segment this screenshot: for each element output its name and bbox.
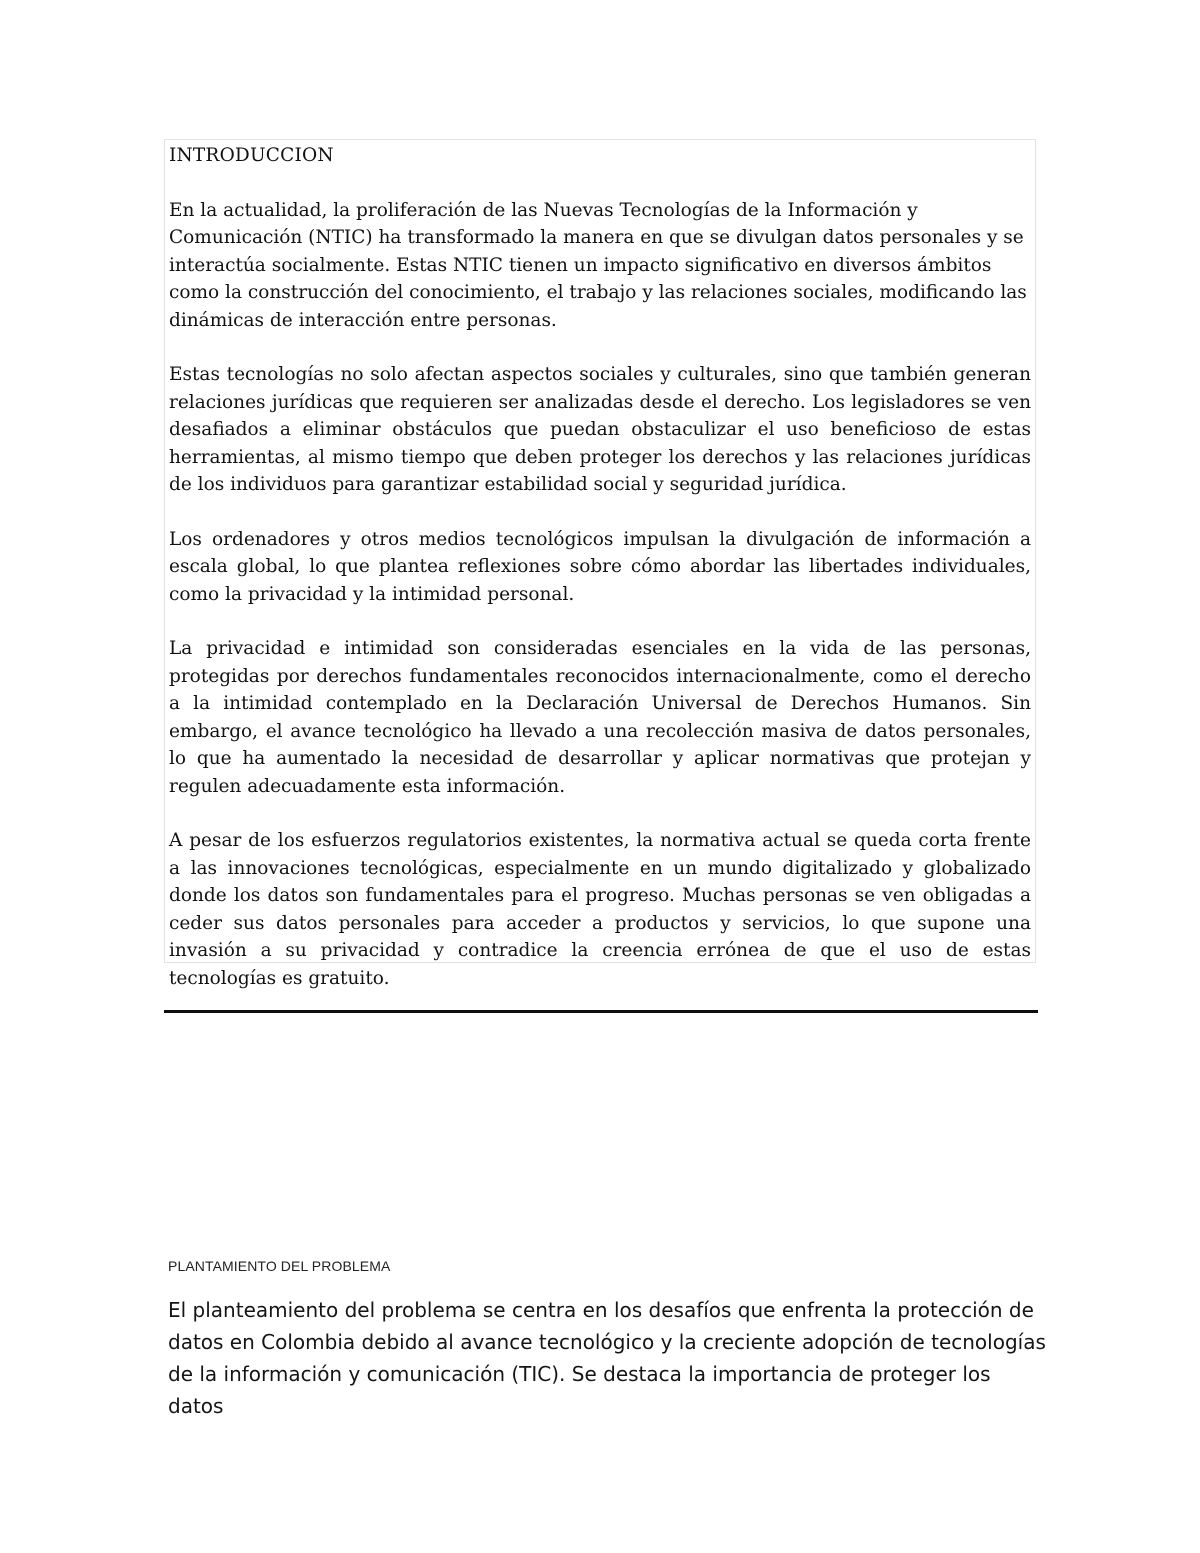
problem-section-title: PLANTAMIENTO DEL PROBLEMA (168, 1258, 391, 1274)
introduction-heading: INTRODUCCION (169, 145, 334, 166)
problem-statement-text: El planteamiento del problema se centra en los desafíos que enfrenta la protección de datos en Colombia debido al avance tecnológico y la creciente adopción de tecnologías de la información y comunicación (TIC). Se destaca la importancia de proteger los datos (168, 1298, 1046, 1418)
introduction-paragraph-5: A pesar de los esfuerzos regulatorios existentes, la normativa actual se queda corta frente a las innovaciones tecnológicas, especialmente en un mundo digitalizado y globalizado donde los datos son fundamentales para el progreso. Muchas personas se ven obligadas a ceder sus datos personales para acceder a productos y servicios, lo que supone una invasión a su privacidad y contradice la creencia errónea de que el uso de estas tecnologías es gratuito. (169, 830, 1031, 989)
section-divider (164, 1010, 1038, 1013)
introduction-paragraph-3: Los ordenadores y otros medios tecnológicos impulsan la divulgación de información a escala global, lo que plantea reflexiones sobre cómo abordar las libertades individuales, como la privacidad y la intimidad personal. (169, 528, 1031, 605)
introduction-paragraph-2: Estas tecnologías no solo afectan aspectos sociales y culturales, sino que también generan relaciones jurídicas que requieren ser analizadas desde el derecho. Los legisladores se ven desafiados a eliminar obstáculos que puedan obstaculizar el uso beneficioso de estas herramientas, al mismo tiempo que deben proteger los derechos y las relaciones jurídicas de los individuos para garantizar estabilidad social y seguridad jurídica. (169, 364, 1031, 495)
introduction-paragraph-1: En la actualidad, la proliferación de las Nuevas Tecnologías de la Información y Comunicación (NTIC) ha transformado la manera en que se divulgan datos personales y se interactúa socialmente. Estas NTIC tienen un impacto significativo en diversos ámbitos como la construcción del conocimiento, el trabajo y las relaciones sociales, modificando las dinámicas de interacción entre personas. (169, 199, 1027, 331)
introduction-section (164, 139, 1036, 989)
introduction-paragraph-4: La privacidad e intimidad son consideradas esenciales en la vida de las personas, protegidas por derechos fundamentales reconocidos internacionalmente, como el derecho a la intimidad contemplado en la Declaración Universal de Derechos Humanos. Sin embargo, el avance tecnológico ha llevado a una recolección masiva de datos personales, lo que ha aumentado la necesidad de desarrollar y aplicar normativas que protejan y regulen adecuadamente esta información. (169, 638, 1031, 797)
